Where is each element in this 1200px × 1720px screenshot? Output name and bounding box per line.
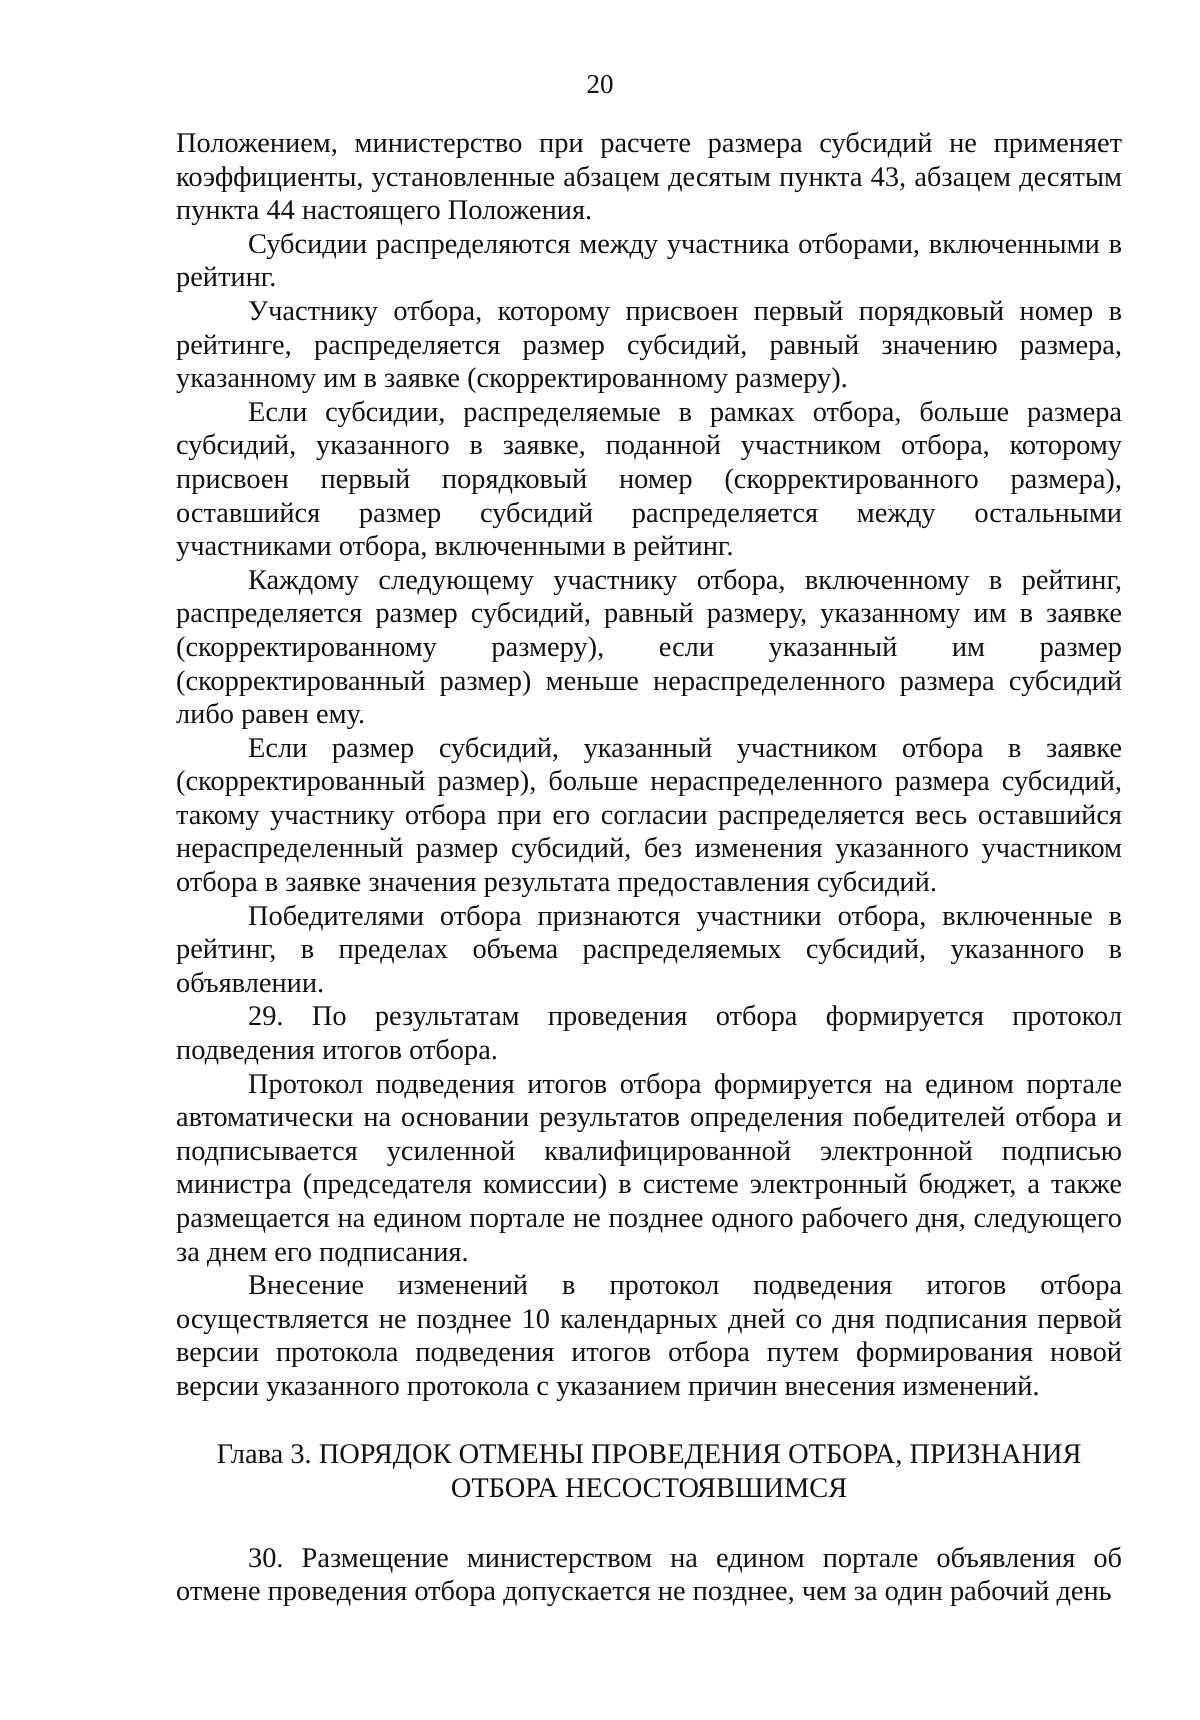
paragraph-distribution-among-participants: Субсидии распределяются между участника отборами, включенными в рейтинг. <box>176 228 1122 294</box>
paragraph-protocol-changes: Внесение изменений в протокол подведения итогов отбора осуществляется не позднее 10 календарных дней со дня подписания первой версии протокола подведения итогов отбора путем формирования новой версии указанного протокола с указанием причин внесения изменений. <box>176 1270 1122 1402</box>
paragraph-first-rank-participant: Участнику отбора, которому присвоен первый порядковый номер в рейтинге, распределяется размер субсидий, равный значению размера, указанному им в заявке (скорректированному размеру). <box>176 295 1122 395</box>
paragraph-exceeding-size: Если размер субсидий, указанный участником отбора в заявке (скорректированный размер), больше нераспределенного размера субсидий, такому участнику отбора при его согласии распределяется весь оставшийся нераспределенный размер субсидий, без изменения указанного участником отбора в заявке значения результата предоставления субсидий. <box>176 732 1122 899</box>
paragraph-winners: Победителями отбора признаются участники отбора, включенные в рейтинг, в пределах объема распределяемых субсидий, указанного в объявлении. <box>176 900 1122 999</box>
paragraph-item-29: 29. По результатам проведения отбора формируется протокол подведения итогов отбора. <box>176 1001 1122 1067</box>
paragraph-remaining-subsidy: Если субсидии, распределяемые в рамках отбора, больше размера субсидий, указанного в заявке, поданной участником отбора, которому присвоен первый порядковый номер (скорректированного размера), оставшийся размер субсидий распределяется между остальными участниками отбора, включенными в рейтинг. <box>176 396 1122 563</box>
chapter-heading-line-1: Глава 3. ПОРЯДОК ОТМЕНЫ ПРОВЕДЕНИЯ ОТБОРА, ПРИЗНАНИЯ <box>216 1438 1082 1470</box>
paragraph-item-30: 30. Размещение министерством на едином портале объявления об отмене проведения отбора допускается не позднее, чем за один рабочий день <box>176 1542 1122 1608</box>
page-number: 20 <box>586 69 614 99</box>
paragraph-continuation: Положением, министерство при расчете размера субсидий не применяет коэффициенты, установленные абзацем десятым пункта 43, абзацем десятым пункта 44 настоящего Положения. <box>176 128 1122 227</box>
document-body <box>176 127 1122 1609</box>
paragraph-next-participant: Каждому следующему участнику отбора, включенному в рейтинг, распределяется размер субсидий, равный размеру, указанному им в заявке (скорректированному размеру), если указанный им размер (скорректированный размер) меньше нераспределенного размера субсидий либо равен ему. <box>176 564 1122 731</box>
chapter-heading-line-2: ОТБОРА НЕСОСТОЯВШИМСЯ <box>450 1472 848 1504</box>
chapter-heading <box>176 1438 1122 1506</box>
paragraph-protocol-formation: Протокол подведения итогов отбора формируется на едином портале автоматически на основании результатов определения победителей отбора и подписывается усиленной квалифицированной электронной подписью министра (председателя комиссии) в системе электронный бюджет, а также размещается на едином портале не позднее одного рабочего дня, следующего за днем его подписания. <box>176 1068 1122 1268</box>
